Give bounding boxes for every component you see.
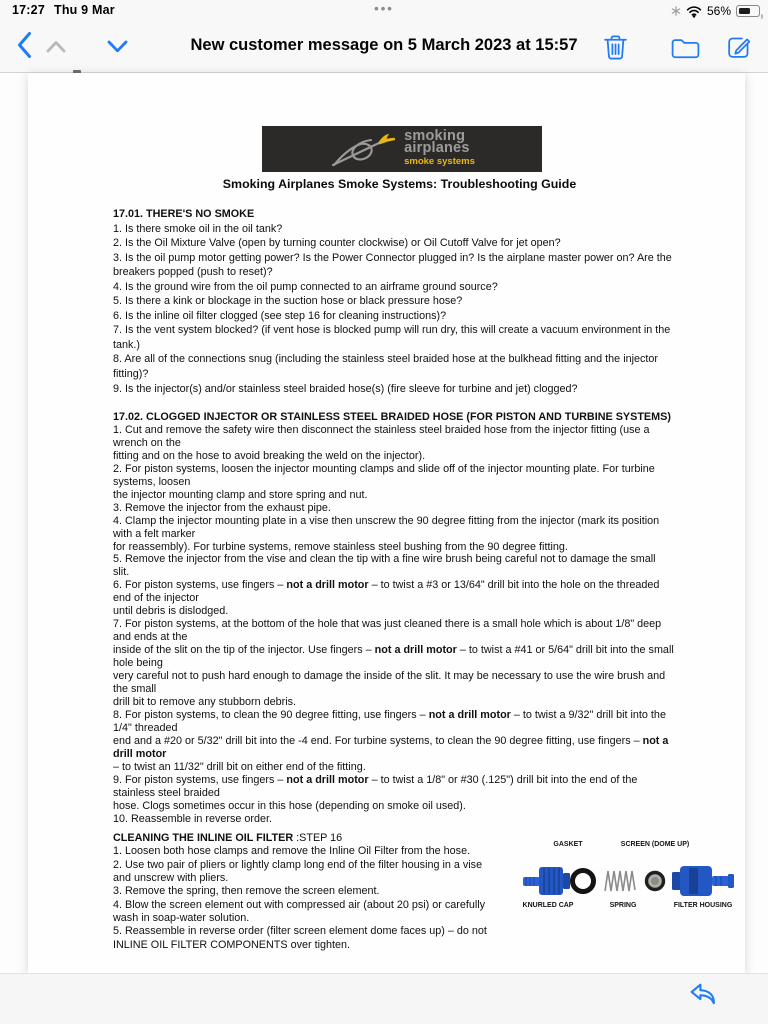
folder-icon: [670, 36, 701, 61]
section-cleaning-inline-oil-filter: [113, 832, 487, 952]
logo-word2: airplanes: [404, 140, 470, 157]
doc-line: 6. For piston systems, use fingers – not a drill motor – to twist a #3 or 13/64" drill bit into the hole on the threaded: [113, 579, 660, 592]
reply-icon: [688, 981, 719, 1009]
logo-word1: smoking: [404, 127, 466, 144]
compose-button[interactable]: [725, 34, 752, 64]
doc-line: 9. For piston systems, use fingers – not a drill motor – to twist a 1/8" or #30 (.125") drill bit into the end of the: [113, 773, 638, 786]
logo-banner: [262, 126, 542, 172]
label-filter-housing: FILTER HOUSING: [673, 902, 733, 909]
previous-message-button[interactable]: [46, 40, 66, 56]
wifi-icon: [686, 5, 702, 18]
status-misc-icon: [671, 6, 681, 16]
doc-line: until debris is dislodged.: [113, 605, 229, 618]
doc-line: 8. For piston systems, to clean the 90 degree fitting, use fingers – not a drill motor – to twist a 9/32" drill bit into the: [113, 708, 666, 721]
doc-line: 9. Is the injector(s) and/or stainless steel braided hose(s) (fire sleeve for turbine and jet) clogged?: [113, 382, 578, 395]
status-time: 17:27: [12, 3, 45, 17]
doc-line: systems, loosen: [113, 475, 191, 488]
doc-line: 1/4" threaded: [113, 721, 178, 734]
doc-line: 3. Remove the injector from the exhaust pipe.: [113, 501, 331, 514]
label-screen: SCREEN (DOME UP): [620, 841, 690, 848]
back-button[interactable]: [16, 31, 33, 62]
doc-line: fitting)?: [113, 368, 149, 381]
doc-line: wash in soap-water solution.: [113, 912, 250, 925]
doc-line: 4. Clamp the injector mounting plate in a vise then unscrew the 90 degree fitting from the injector (mark its position: [113, 514, 660, 527]
doc-line: INLINE OIL FILTER COMPONENTS over tighten.: [113, 938, 350, 951]
doc-line: inside of the slit on the tip of the injector. Use fingers – not a drill motor – to twist a #41 or 5/64" drill bit into the small: [113, 644, 674, 657]
doc-line: 6. Is the inline oil filter clogged (see step 16 for cleaning instructions)?: [113, 309, 447, 322]
doc-line: 17.02. CLOGGED INJECTOR OR STAINLESS STEEL BRAIDED HOSE (FOR PISTON AND TURBINE SYSTEMS): [113, 411, 671, 423]
doc-line: the injector mounting clamp and store spring and nut.: [113, 488, 368, 501]
doc-line: fitting and on the hose to avoid breaking the weld on the injector).: [113, 449, 426, 462]
chevron-left-icon: [16, 31, 33, 59]
doc-line: hose. Clogs sometimes occur in this hose (depending on smoke oil used).: [113, 799, 466, 812]
status-indicators: [671, 0, 760, 22]
doc-line: 1. Cut and remove the safety wire then disconnect the stainless steel braided hose from the injector fitting (use a: [113, 423, 650, 436]
logo-wordmark: [404, 127, 475, 169]
doc-line: breakers popped (push to reset)?: [113, 266, 273, 279]
doc-line: wrench on the: [113, 436, 181, 449]
trash-icon: [603, 33, 628, 61]
doc-line: – to twist an 11/32" drill bit on either end of the fitting.: [113, 760, 366, 773]
doc-line: 7. Is the vent system blocked? (if vent hose is blocked pump will run dry, this will create a vacuum environment in the: [113, 324, 671, 337]
doc-line: with a felt marker: [113, 527, 196, 540]
filter-housing-illustration: [672, 866, 734, 896]
doc-line: 17.01. THERE'S NO SMOKE: [113, 208, 255, 220]
smoke-trail-logo-icon: [329, 129, 395, 169]
doc-line: drill bit to remove any stubborn debris.: [113, 695, 297, 708]
doc-line: and unscrew with pliers.: [113, 872, 229, 885]
doc-line: 3. Is the oil pump motor getting power? Is the Power Connector plugged in? Is the airplane master power on? Are the: [113, 251, 672, 264]
doc-line: 4. Is the ground wire from the oil pump connected to an airframe ground source?: [113, 280, 498, 293]
doc-line: 5. Is there a kink or blockage in the suction hose or black pressure hose?: [113, 295, 463, 308]
move-to-folder-button[interactable]: [670, 36, 701, 64]
status-clock: [12, 3, 124, 17]
inline-oil-filter-diagram: [513, 838, 745, 920]
doc-line: 1. Loosen both hose clamps and remove the Inline Oil Filter from the hose.: [113, 845, 471, 858]
logo-tagline: smoke systems: [404, 155, 475, 167]
label-spring: SPRING: [609, 902, 637, 909]
doc-line: 10. Reassemble in reverse order.: [113, 812, 273, 825]
doc-line: 2. For piston systems, loosen the injector mounting clamps and slide off of the injector mounting plate. For turbine: [113, 462, 655, 475]
section-17-02: [113, 411, 674, 826]
section-17-01: [113, 207, 672, 396]
mail-toolbar: [0, 22, 768, 73]
doc-line: slit.: [113, 566, 130, 579]
label-knurled-cap: KNURLED CAP: [522, 902, 574, 909]
status-bar: [0, 0, 768, 22]
doc-line: stainless steel braided: [113, 786, 220, 799]
doc-line: drill motor: [113, 747, 167, 760]
message-title: New customer message on 5 March 2023 at 15:57: [190, 36, 578, 54]
gasket-illustration: [573, 871, 594, 892]
doc-line: very careful not to push hard enough to damage the inside of the slit. It may be necessary to use the wire brush and: [113, 670, 666, 683]
battery-percent: 56%: [706, 4, 731, 18]
doc-line: 2. Is the Oil Mixture Valve (open by turning counter clockwise) or Oil Cutoff Valve for jet open?: [113, 237, 561, 250]
compose-icon: [725, 34, 752, 61]
email-scroll-area[interactable]: [0, 73, 768, 1024]
battery-icon: [736, 5, 760, 17]
document-page: [28, 73, 745, 973]
doc-line: 8. Are all of the connections snug (including the stainless steel braided hose at the bulkhead fitting and the injector: [113, 353, 658, 366]
screen-illustration: [647, 873, 664, 890]
doc-line: 3. Remove the spring, then remove the screen element.: [113, 885, 380, 898]
airplane-icon: [379, 134, 395, 145]
spring-illustration: [605, 871, 635, 891]
chevron-up-icon: [46, 40, 66, 53]
reply-button[interactable]: [688, 981, 719, 1012]
doc-line: 2. Use two pair of pliers or lightly clamp long end of the filter housing in a vise: [113, 858, 483, 871]
delete-button[interactable]: [603, 33, 628, 64]
knurled-cap-illustration: [523, 867, 570, 895]
doc-line: end and a #20 or 5/32" drill bit into the -4 end. For turbine systems, to clean the 90 degree fitting, use fingers – not a: [113, 734, 669, 747]
doc-line: 1. Is there smoke oil in the oil tank?: [113, 222, 283, 235]
document-title: Smoking Airplanes Smoke Systems: Troubleshooting Guide: [222, 177, 577, 191]
doc-line: 5. Reassemble in reverse order (filter screen element dome faces up) – do not: [113, 925, 487, 938]
doc-line: and ends at the: [113, 631, 188, 644]
label-gasket: GASKET: [553, 841, 583, 848]
doc-line: CLEANING THE INLINE OIL FILTER :STEP 16: [113, 832, 343, 844]
doc-line: for reassembly). For turbine systems, remove stainless steel bushing from the 90 degree fitting.: [113, 540, 568, 553]
doc-line: hole being: [113, 657, 163, 670]
status-date: Thu 9 Mar: [53, 3, 115, 17]
doc-line: 5. Remove the injector from the vise and clean the tip with a fine wire brush being careful not to damage the small: [113, 553, 656, 566]
doc-line: 7. For piston systems, at the bottom of the hole that was just cleaned there is a small hole which is about 1/8" deep: [113, 618, 662, 631]
doc-line: 4. Blow the screen element out with compressed air (about 20 psi) or carefully: [113, 898, 486, 911]
bottom-action-bar: [0, 973, 768, 1024]
app-switcher-dots-icon[interactable]: •••: [374, 1, 394, 16]
doc-line: tank.): [113, 338, 141, 351]
doc-line: the small: [113, 683, 157, 696]
doc-line: end of the injector: [113, 592, 199, 605]
